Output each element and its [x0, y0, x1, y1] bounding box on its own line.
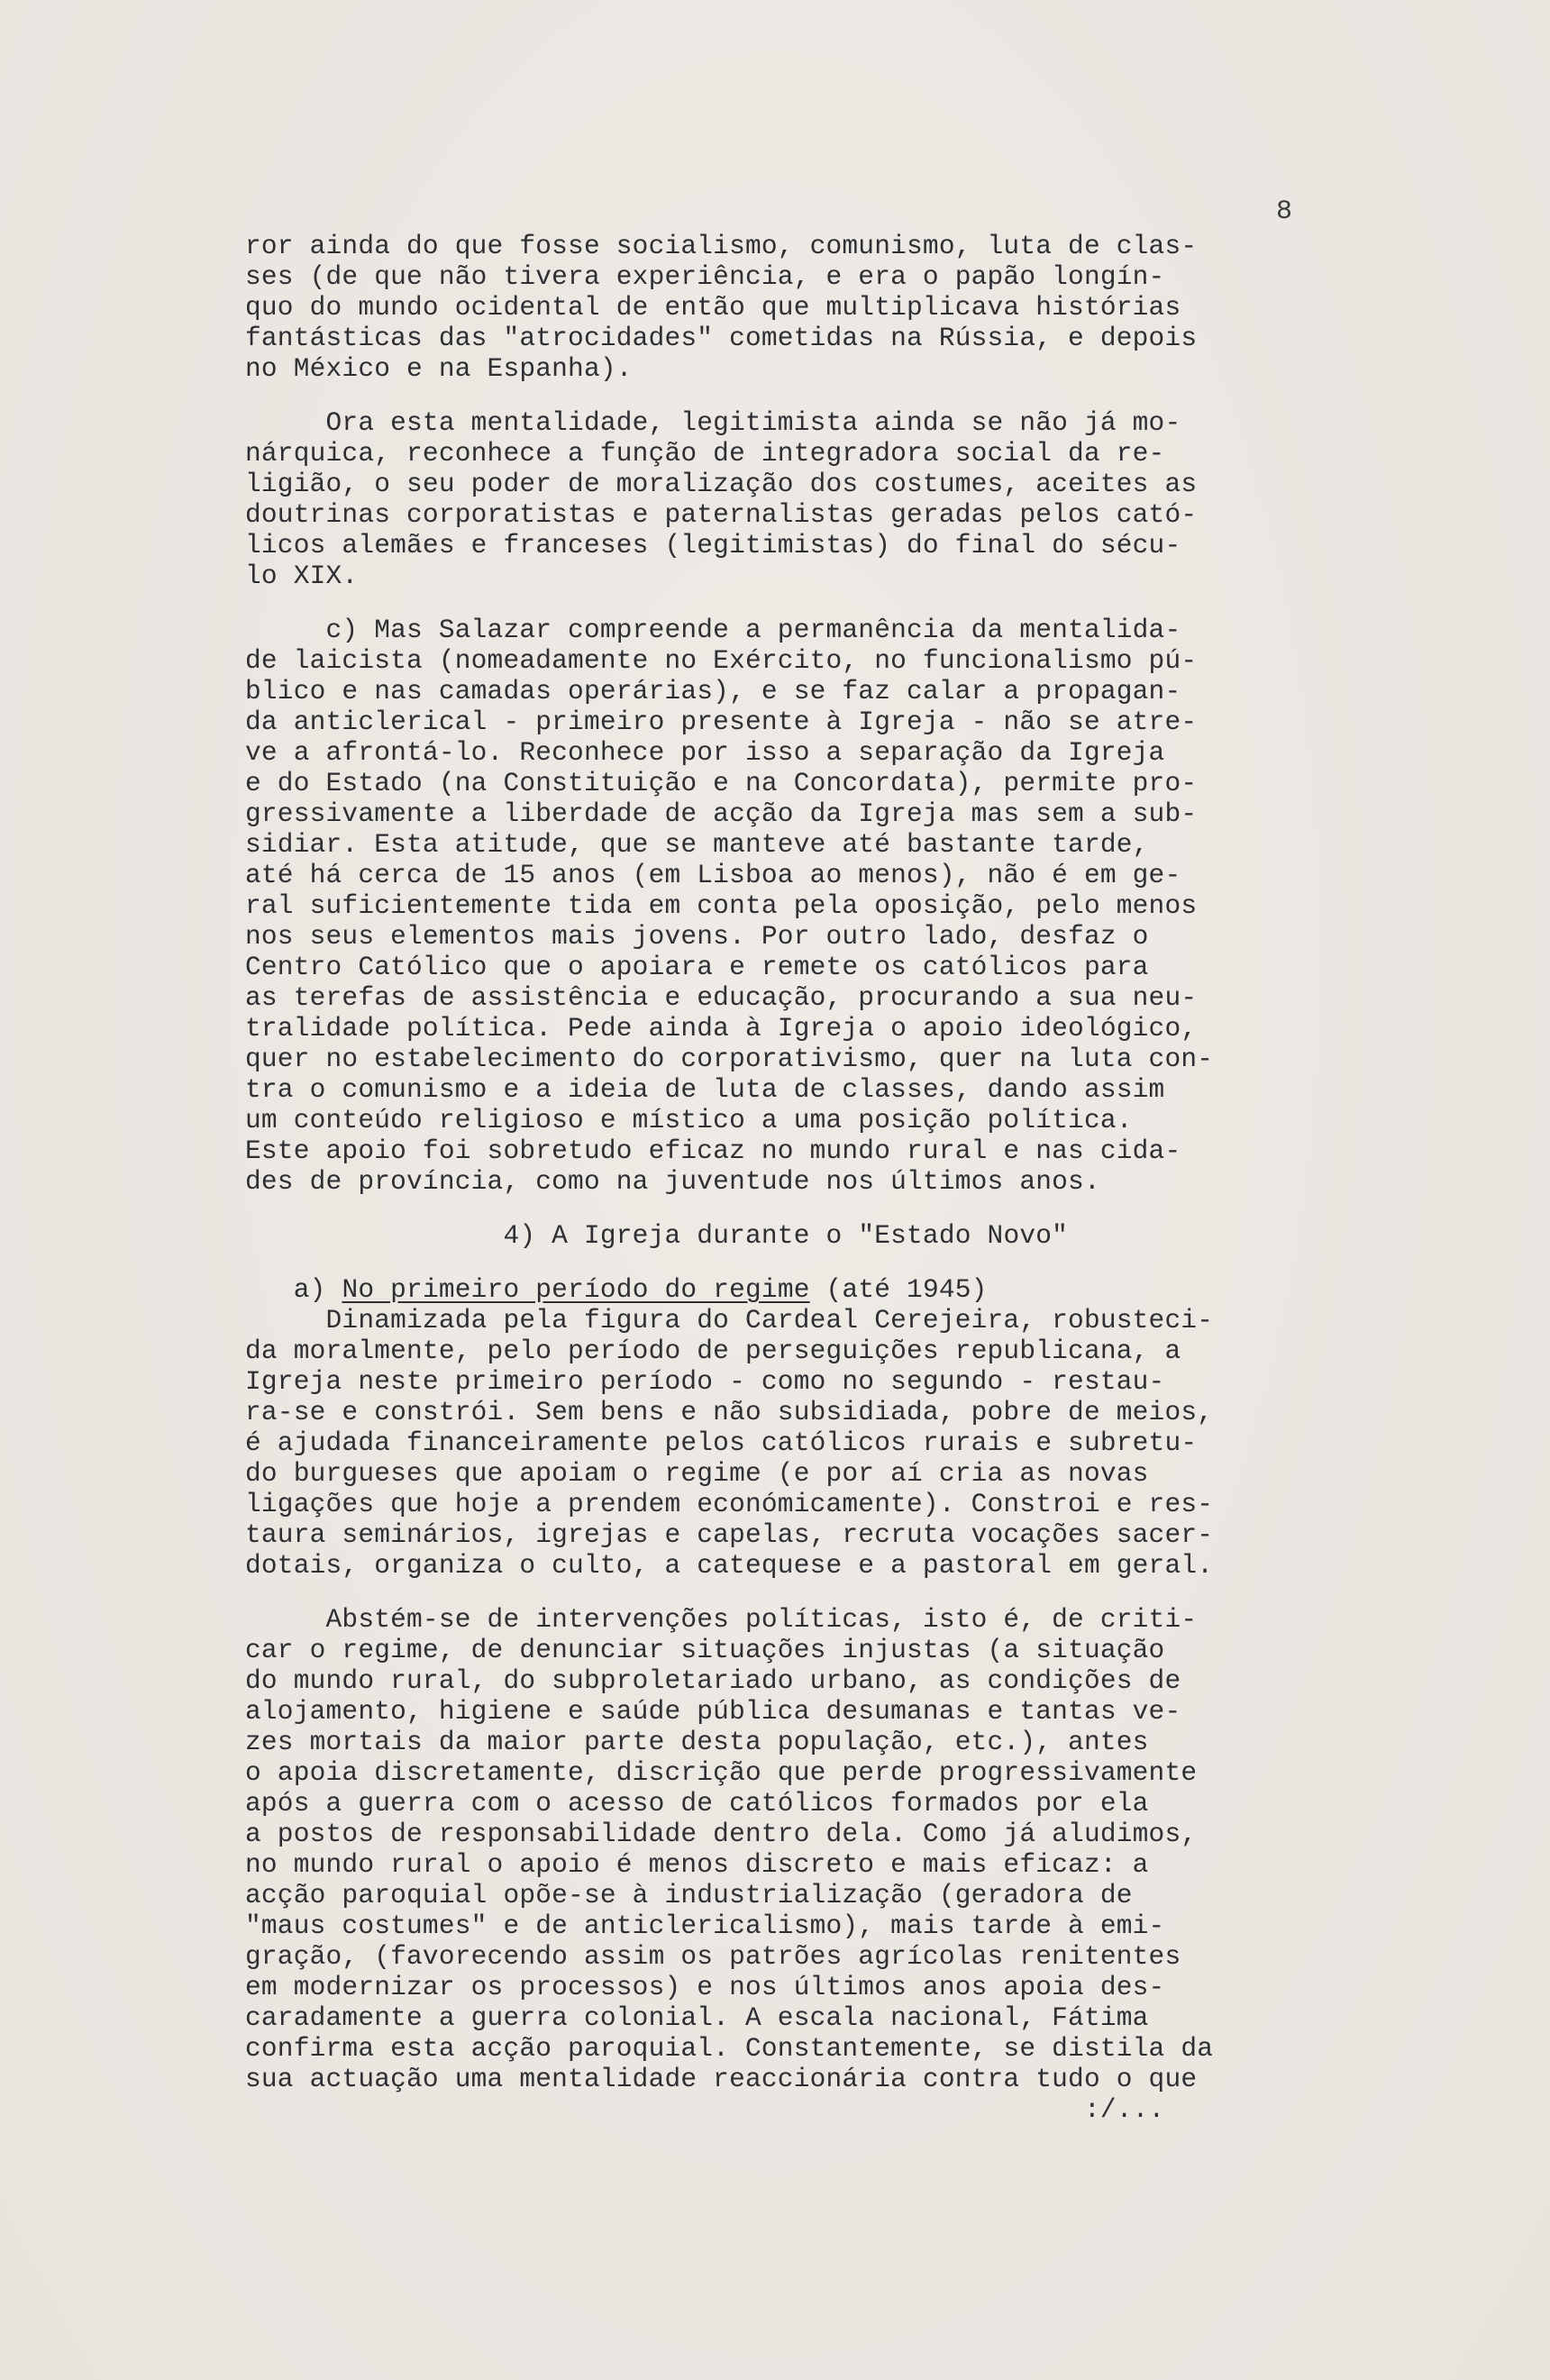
text-line: quo do mundo ocidental de então que multiplicava histórias	[245, 292, 1181, 323]
text-line: des de província, como na juventude nos últimos anos.	[245, 1166, 1100, 1197]
text-line: blico e nas camadas operárias), e se faz calar a propagan-	[245, 676, 1181, 707]
text-line: e do Estado (na Constituição e na Concordata), permite pro-	[245, 768, 1198, 798]
text-line: sidiar. Esta atitude, que se manteve até bastante tarde,	[245, 829, 1149, 860]
text-line: alojamento, higiene e saúde pública desumanas e tantas ve-	[245, 1696, 1181, 1727]
spacer	[245, 591, 1345, 615]
section-heading-text: 4) A Igreja durante o "Estado Novo"	[503, 1220, 1069, 1251]
paragraph-block	[245, 1305, 1345, 2125]
text-line: no mundo rural o apoio é menos discreto e mais eficaz: a	[245, 1849, 1149, 1880]
text-line: tralidade política. Pede ainda à Igreja o apoio ideológico,	[245, 1013, 1198, 1044]
text-line: tra o comunismo e a ideia de luta de classes, dando assim	[245, 1074, 1165, 1105]
text-line: ral suficientemente tida em conta pela oposição, pelo menos	[245, 890, 1198, 921]
page-number: 8	[1275, 196, 1292, 227]
text-line: :/...	[245, 2094, 1165, 2125]
text-line: em modernizar os processos) e nos últimos anos apoia des-	[245, 1972, 1165, 2002]
text-line: ligião, o seu poder de moralização dos costumes, aceites as	[245, 469, 1198, 499]
text-line: Igreja neste primeiro período - como no segundo - restau-	[245, 1366, 1165, 1397]
text-line: dotais, organiza o culto, a catequese e a pastoral em geral.	[245, 1550, 1214, 1581]
text-line: de laicista (nomeadamente no Exército, no funcionalismo pú-	[245, 645, 1198, 676]
text-line: caradamente a guerra colonial. A escala nacional, Fátima	[245, 2002, 1149, 2033]
text-line: nárquica, reconhece a função de integradora social da re-	[245, 438, 1165, 469]
subsection-prefix: a)	[293, 1274, 342, 1305]
text-line: "maus costumes" e de anticlericalismo), mais tarde à emi-	[245, 1910, 1165, 1941]
paragraph-block	[245, 231, 1345, 1220]
section-heading	[245, 1220, 1345, 1251]
spacer	[245, 1581, 1345, 1604]
spacer	[245, 1251, 1345, 1274]
text-line: após a guerra com o acesso de católicos formados por ela	[245, 1788, 1149, 1819]
text-line: ra-se e constrói. Sem bens e não subsidiada, pobre de meios,	[245, 1397, 1214, 1427]
text-line: gressivamente a liberdade de acção da Igreja mas sem a sub-	[245, 798, 1198, 829]
typewritten-text-body	[245, 231, 1345, 2125]
subsection-suffix: (até 1945)	[809, 1274, 988, 1305]
text-line: até há cerca de 15 anos (em Lisboa ao menos), não é em ge-	[245, 860, 1181, 890]
text-line: gração, (favorecendo assim os patrões agrícolas renitentes	[245, 1941, 1181, 1972]
text-line: doutrinas corporatistas e paternalistas geradas pelos cató-	[245, 499, 1198, 530]
text-line: Ora esta mentalidade, legitimista ainda se não já mo-	[245, 407, 1181, 438]
text-line: taura seminários, igrejas e capelas, recruta vocações sacer-	[245, 1519, 1214, 1550]
text-line: ror ainda do que fosse socialismo, comunismo, luta de clas-	[245, 231, 1198, 261]
text-line: ve a afrontá-lo. Reconhece por isso a separação da Igreja	[245, 737, 1165, 768]
text-line: nos seus elementos mais jovens. Por outro lado, desfaz o	[245, 921, 1149, 952]
text-line: zes mortais da maior parte desta população, etc.), antes	[245, 1727, 1149, 1757]
text-line: lo XIX.	[245, 561, 359, 591]
text-line: do burgueses que apoiam o regime (e por aí cria as novas	[245, 1458, 1149, 1489]
text-line: a postos de responsabilidade dentro dela. Como já aludimos,	[245, 1819, 1198, 1849]
text-line: as terefas de assistência e educação, procurando a sua neu-	[245, 982, 1198, 1013]
text-line: acção paroquial opõe-se à industrialização (geradora de	[245, 1880, 1133, 1910]
text-line: confirma esta acção paroquial. Constantemente, se distila da	[245, 2033, 1214, 2064]
text-line: da moralmente, pelo período de perseguições republicana, a	[245, 1336, 1181, 1366]
text-line: fantásticas das "atrocidades" cometidas na Rússia, e depois	[245, 323, 1198, 353]
text-line: no México e na Espanha).	[245, 353, 633, 384]
subsection-heading	[245, 1274, 1345, 1305]
text-line: Abstém-se de intervenções políticas, isto é, de criti-	[245, 1604, 1198, 1635]
spacer	[245, 384, 1345, 407]
text-line: é ajudada financeiramente pelos católicos rurais e subretu-	[245, 1427, 1198, 1458]
text-line: Este apoio foi sobretudo eficaz no mundo rural e nas cida-	[245, 1135, 1181, 1166]
text-line: ses (de que não tivera experiência, e era o papão longín-	[245, 261, 1165, 292]
text-line: Centro Católico que o apoiara e remete os católicos para	[245, 952, 1149, 982]
text-line: licos alemães e franceses (legitimistas) do final do sécu-	[245, 530, 1181, 561]
text-line: do mundo rural, do subproletariado urbano, as condições de	[245, 1665, 1181, 1696]
text-line: um conteúdo religioso e místico a uma posição política.	[245, 1105, 1133, 1135]
text-line: sua actuação uma mentalidade reaccionária contra tudo o que	[245, 2064, 1198, 2094]
text-line: ligações que hoje a prendem económicamente). Constroi e res-	[245, 1489, 1214, 1519]
text-line: c) Mas Salazar compreende a permanência da mentalida-	[245, 615, 1181, 645]
text-line: car o regime, de denunciar situações injustas (a situação	[245, 1635, 1165, 1665]
subsection-title: No primeiro período do regime	[342, 1274, 810, 1305]
spacer	[245, 1197, 1345, 1220]
text-line: quer no estabelecimento do corporativismo, quer na luta con-	[245, 1044, 1214, 1074]
text-line: Dinamizada pela figura do Cardeal Cerejeira, robusteci-	[245, 1305, 1214, 1336]
text-line: o apoia discretamente, discrição que perde progressivamente	[245, 1757, 1198, 1788]
text-line: da anticlerical - primeiro presente à Igreja - não se atre-	[245, 707, 1198, 737]
